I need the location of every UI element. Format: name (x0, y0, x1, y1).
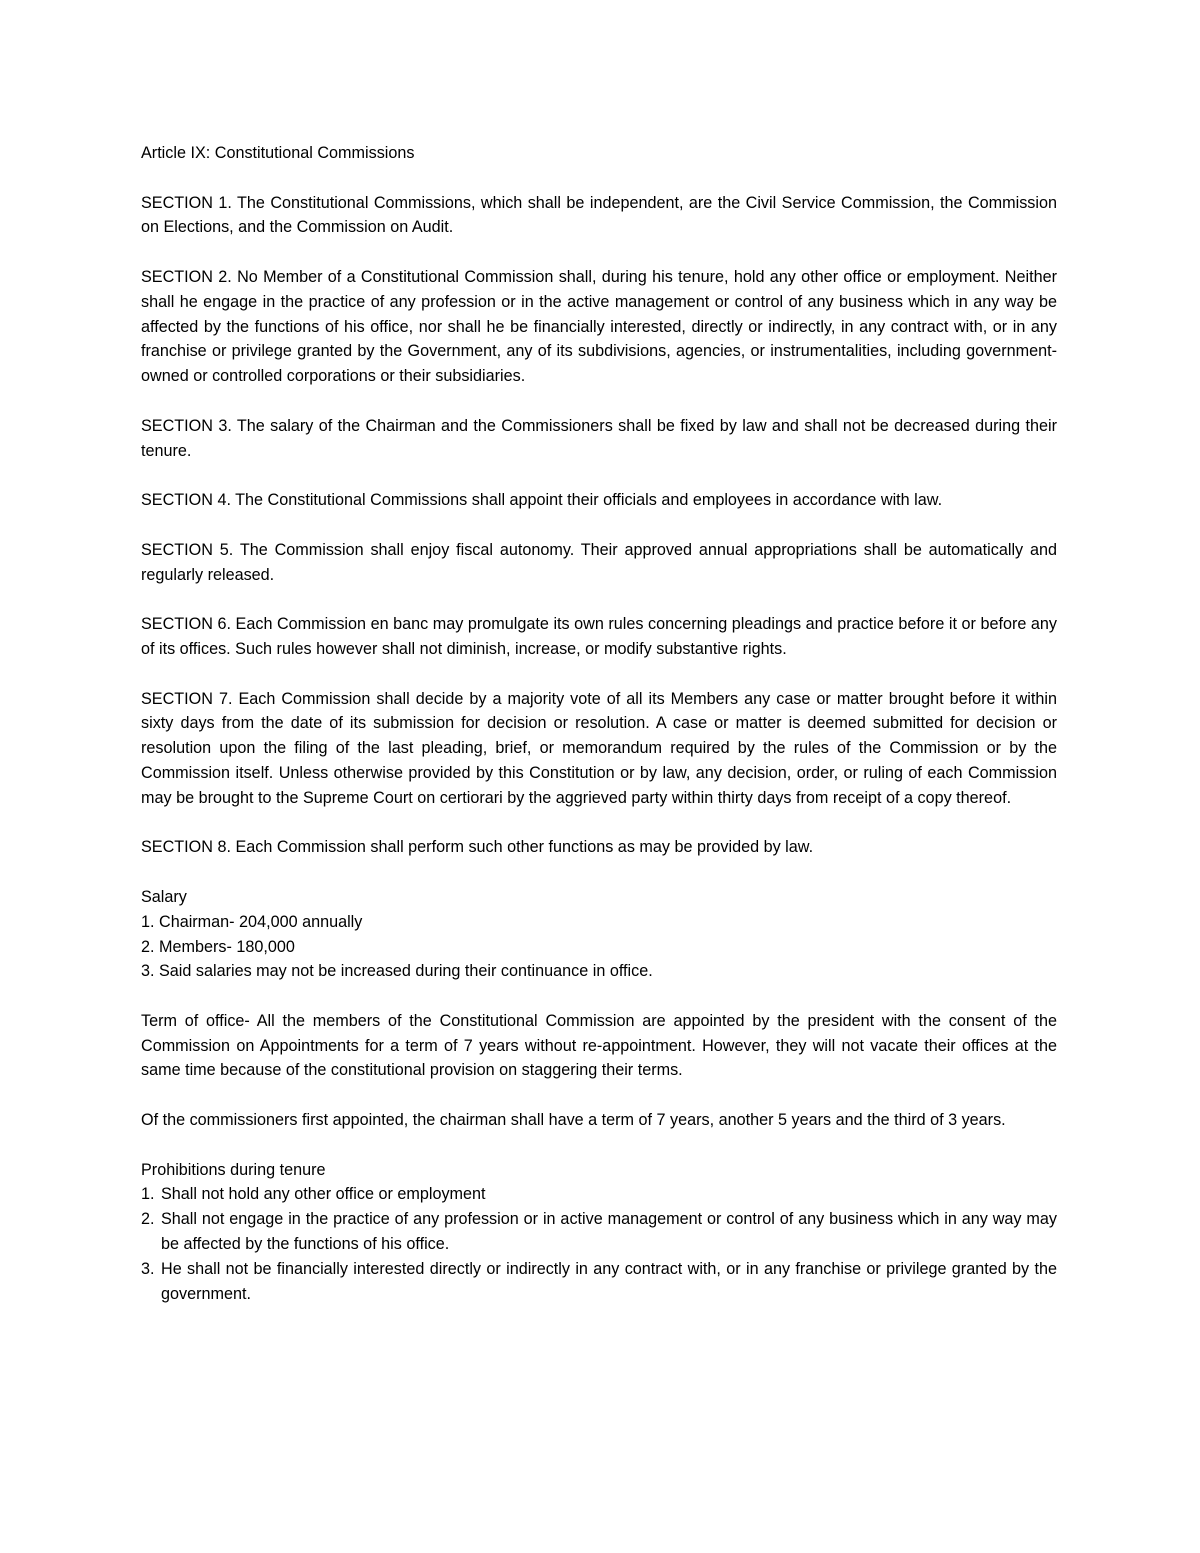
prohibition-item (141, 1207, 1057, 1257)
salary-item: 1. Chairman- 204,000 annually (141, 912, 363, 931)
prohibitions-block (141, 1158, 1057, 1307)
section-3-paragraph: SECTION 3. The salary of the Chairman and the Commissioners shall be fixed by law and shall not be decreased during their tenure. (141, 416, 1057, 460)
document-title: Article IX: Constitutional Commissions (141, 144, 415, 162)
section-2-paragraph: SECTION 2. No Member of a Constitutional Commission shall, during his tenure, hold any other office or employment. Neither shall he engage in the practice of any profession or in the active management or control of any business which in any way be affected by the functions of his office, nor shall he be financially interested, directly or indirectly, in any contract with, or in any franchise or privilege granted by the Government, any of its subdivisions, agencies, or instrumentalities, including government-owned or controlled corporations or their subsidiaries. (141, 267, 1057, 386)
prohibition-text: Shall not engage in the practice of any profession or in active management or control of any business which in any way may be affected by the functions of his office. (161, 1210, 1057, 1254)
salary-block (141, 885, 1057, 984)
prohibition-item (141, 1182, 1057, 1207)
salary-list (141, 910, 1057, 984)
prohibitions-list (141, 1182, 1057, 1306)
prohibition-item (141, 1257, 1057, 1307)
section-8-paragraph: SECTION 8. Each Commission shall perform such other functions as may be provided by law. (141, 838, 814, 857)
section-4-paragraph: SECTION 4. The Constitutional Commissions shall appoint their officials and employees in accordance with law. (141, 491, 943, 510)
prohibition-number: 3. (141, 1259, 155, 1278)
document-page (141, 141, 1057, 1331)
prohibition-text: Shall not hold any other office or employment (161, 1185, 486, 1204)
salary-item: 2. Members- 180,000 (141, 937, 295, 956)
prohibition-text: He shall not be financially interested directly or indirectly in any contract with, or in any franchise or privilege granted by the government. (161, 1259, 1057, 1303)
first-appointed-paragraph: Of the commissioners first appointed, the chairman shall have a term of 7 years, another 5 years and the third of 3 years. (141, 1111, 1006, 1130)
section-1-paragraph: SECTION 1. The Constitutional Commissions, which shall be independent, are the Civil Service Commission, the Commission on Elections, and the Commission on Audit. (141, 193, 1057, 237)
prohibition-number: 1. (141, 1185, 155, 1204)
term-of-office-paragraph: Term of office- All the members of the Constitutional Commission are appointed by the president with the consent of the Commission on Appointments for a term of 7 years without re-appointment. However, they will not vacate their offices at the same time because of the constitutional provision on staggering their terms. (141, 1011, 1057, 1080)
prohibitions-heading: Prohibitions during tenure (141, 1160, 326, 1179)
salary-item: 3. Said salaries may not be increased during their continuance in office. (141, 962, 653, 981)
prohibition-number: 2. (141, 1210, 155, 1229)
section-7-paragraph: SECTION 7. Each Commission shall decide by a majority vote of all its Members any case or matter brought before it within sixty days from the date of its submission for decision or resolution. A case or matter is deemed submitted for decision or resolution upon the filing of the last pleading, brief, or memorandum required by the rules of the Commission or by the Commission itself. Unless otherwise provided by this Constitution or by law, any decision, order, or ruling of each Commission may be brought to the Supreme Court on certiorari by the aggrieved party within thirty days from receipt of a copy thereof. (141, 689, 1057, 807)
salary-heading: Salary (141, 887, 187, 906)
section-6-paragraph: SECTION 6. Each Commission en banc may promulgate its own rules concerning pleadings and practice before it or before any of its offices. Such rules however shall not diminish, increase, or modify substantive rights. (141, 615, 1057, 658)
section-5-paragraph: SECTION 5. The Commission shall enjoy fiscal autonomy. Their approved annual appropriations shall be automatically and regularly released. (141, 540, 1057, 584)
